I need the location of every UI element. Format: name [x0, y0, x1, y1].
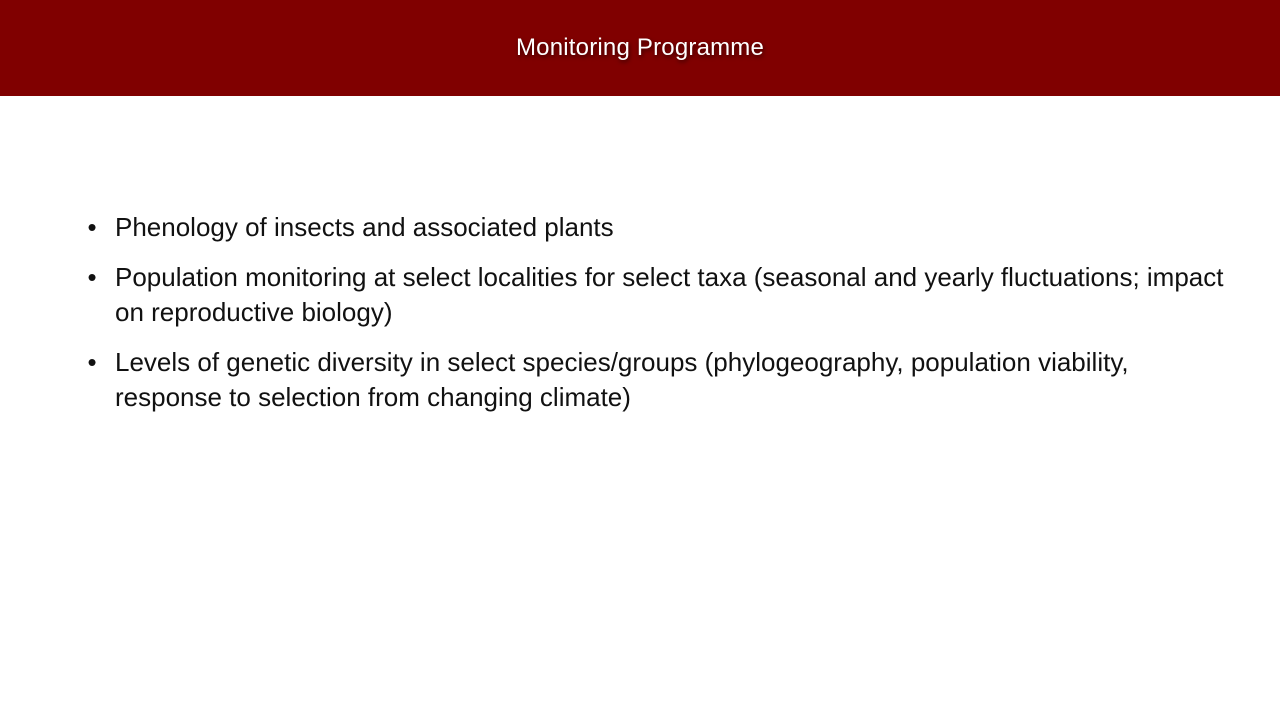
bullet-text: Levels of genetic diversity in select species/groups (phylogeography, population viability, response to selection from changing climate) [115, 347, 1129, 412]
slide-title: Monitoring Programme [515, 34, 765, 61]
bullet-icon: • [87, 212, 97, 242]
bullet-item-phenology [80, 210, 1230, 245]
bullet-item-population-monitoring [80, 260, 1230, 330]
bullet-text: Population monitoring at select localities for select taxa (seasonal and yearly fluctuations; impact on reproductive biology) [115, 262, 1224, 327]
bullet-list [80, 210, 1230, 415]
bullet-icon: • [87, 347, 97, 377]
slide-content [80, 210, 1230, 430]
title-bar [0, 0, 1280, 96]
bullet-text: Phenology of insects and associated plants [115, 212, 614, 242]
bullet-item-genetic-diversity [80, 345, 1230, 415]
bullet-icon: • [87, 262, 97, 292]
